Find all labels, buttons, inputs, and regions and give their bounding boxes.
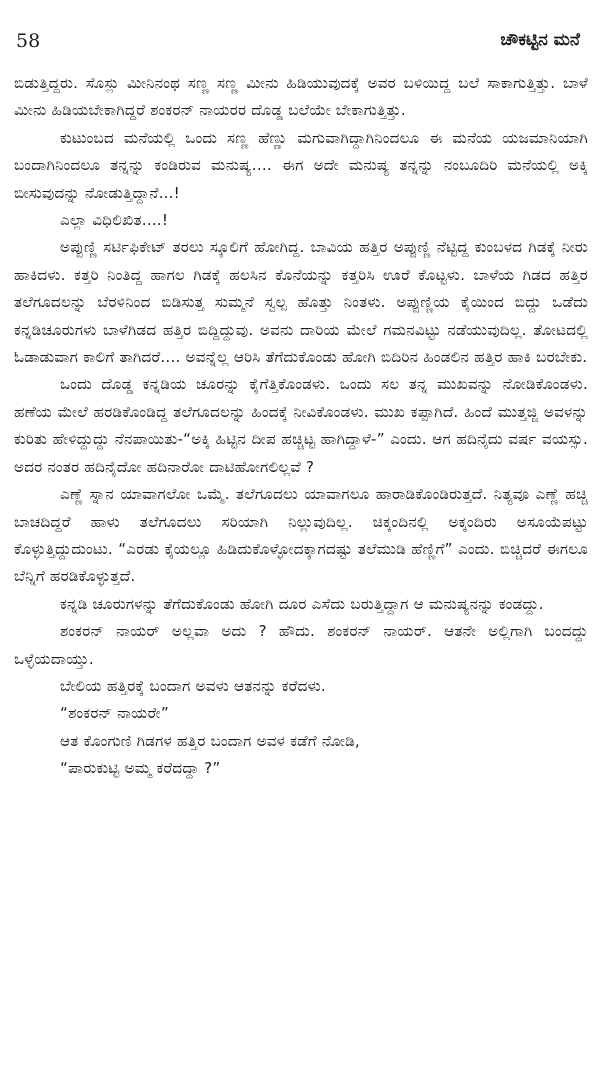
page-number: 58 [16, 30, 41, 52]
paragraph: ಶಂಕರನ್ ನಾಯರ್ ಅಲ್ಲವಾ ಅದು ? ಹೌದು. ಶಂಕರನ್ ನಾಯರ್. ಆತನೇ ಅಲ್ಲಿಗಾಗಿ ಬಂದದ್ದು ಒಳ್ಳೆಯದಾಯ್ತು. [14, 622, 588, 668]
paragraph: ಕನ್ನಡಿ ಚೂರುಗಳನ್ನು ತೆಗೆದುಕೊಂಡು ಹೋಗಿ ದೂರ ಎಸೆದು ಬರುತ್ತಿದ್ದಾಗ ಆ ಮನುಷ್ಯನನ್ನು ಕಂಡದ್ದು. [60, 594, 544, 613]
paragraph: ಅಪ್ಪುಣ್ಣಿ ಸರ್ಟಿಫಿಕೇಟ್ ತರಲು ಸ್ಕೂಲಿಗೆ ಹೋಗಿದ್ದ. ಬಾವಿಯ ಹತ್ತಿರ ಅಪ್ಪುಣ್ಣಿ ನೆಟ್ಟಿದ್ದ ಕುಂಬಳದ ಗಿಡಕ್ಕೆ ನೀರು ಹಾಕಿದಳು. ಕತ್ತರಿ ನಿಂತಿದ್ದ ಹಾಗಲ ಗಿಡಕ್ಕೆ ಹಲಸಿನ ಕೊನೆಯನ್ನು ಕತ್ತರಿಸಿ ಊರೆ ಕೊಟ್ಟಳು. ಬಾಳೆಯ ಗಿಡದ ಹತ್ತಿರ ತಲೆಗೂದಲನ್ನು ಬೆರಳಿನಿಂದ ಬಿಡಿಸುತ್ತ ಸುಮ್ಮನೆ ಸ್ವಲ್ಪ ಹೊತ್ತು ನಿಂತಳು. ಅಪ್ಪುಣ್ಣಿಯ ಕೈಯಿಂದ ಬಿದ್ದು ಒಡೆದು ಕನ್ನಡಿಚೂರುಗಳು ಬಾಳೆಗಿಡದ ಹತ್ತಿರ ಬಿದ್ದಿದ್ದುವು. ಅವನು ದಾರಿಯ ಮೇಲೆ ಗಮನವಿಟ್ಟು ನಡೆಯುವುದಿಲ್ಲ. ತೋಟದಲ್ಲಿ ಓಡಾಡುವಾಗ ಕಾಲಿಗೆ ತಾಗಿದರೆ.... ಅವನ್ನೆಲ್ಲ ಆರಿಸಿ ತೆಗೆದುಕೊಂಡು ಹೋಗಿ ಬಿದಿರಿನ ಹಿಂಡಲಿನ ಹತ್ತಿರ ಹಾಕಿ ಬರಬೇಕು. [14, 238, 588, 367]
body-text [14, 70, 588, 783]
page-header [14, 30, 588, 70]
paragraph: ಕುಟುಂಬದ ಮನೆಯಲ್ಲಿ ಒಂದು ಸಣ್ಣ ಹೆಣ್ಣು ಮಗುವಾಗಿದ್ದಾಗಿನಿಂದಲೂ ಈ ಮನೆಯ ಯಜಮಾನಿಯಾಗಿ ಬಂದಾಗಿನಿಂದಲೂ ತನ್ನನ್ನು ಕಂಡಿರುವ ಮನುಷ್ಯ.... ಈಗ ಅದೇ ಮನುಷ್ಯ ತನ್ನನ್ನು ನಂಬೂದಿರಿ ಮನೆಯಲ್ಲಿ ಅಕ್ಕಿ ಬೀಸುವುದನ್ನು ನೋಡುತ್ತಿದ್ದಾನೆ...! [14, 128, 588, 202]
dialogue-line: ಆತ ಕೊಂಗುಣಿ ಗಿಡಗಳ ಹತ್ತಿರ ಬಂದಾಗ ಅವಳ ಕಡೆಗೆ ನೋಡಿ, [60, 731, 360, 750]
paragraph: ಎಲ್ಲಾ ವಿಧಿಲಿಖಿತ....! [60, 211, 169, 230]
paragraph: ಒಂದು ದೊಡ್ಡ ಕನ್ನಡಿಯ ಚೂರನ್ನು ಕೈಗೆತ್ತಿಕೊಂಡಳು. ಒಂದು ಸಲ ತನ್ನ ಮುಖವನ್ನು ನೋಡಿಕೊಂಡಳು. ಹಣೆಯ ಮೇಲೆ ಹರಡಿಕೊಂಡಿದ್ದ ತಲೆಗೂದಲನ್ನು ಹಿಂದಕ್ಕೆ ನೀವಿಕೊಂಡಳು. ಮುಖ ಕಪ್ಪಾಗಿದೆ. ಹಿಂದೆ ಮುತ್ತಜ್ಜಿ ಅವಳನ್ನು ಕುರಿತು ಹೇಳಿದ್ದುದ್ದು ನೆನಪಾಯಿತು-“ಅಕ್ಕಿ ಹಿಟ್ಟಿನ ದೀಪ ಹಚ್ಚಿಟ್ಟ ಹಾಗಿದ್ದಾಳೆ-” ಎಂದು. ಆಗ ಹದಿನೈದು ವರ್ಷ ವಯಸ್ಸು. ಅದರ ನಂತರ ಹದಿನೈದೋ ಹದಿನಾರೋ ದಾಟಿಹೋಗಲಿಲ್ಲವೆ ? [14, 375, 588, 476]
dialogue-line: “ಪಾರುಕುಟ್ಟಿ ಅಮ್ಮ ಕರೆದದ್ದಾ ?” [60, 759, 221, 778]
dialogue-line: “ಶಂಕರನ್ ನಾಯರೇ” [60, 704, 169, 723]
paragraph: ಬಿಡುತ್ತಿದ್ದರು. ಸೊಸ್ಲು ಮೀನಿನಂಥ ಸಣ್ಣ ಸಣ್ಣ ಮೀನು ಹಿಡಿಯುವುದಕ್ಕೆ ಅವರ ಬಳಿಯಿದ್ದ ಬಲೆ ಸಾಕಾಗುತ್ತಿತ್ತು. ಬಾಳೆ ಮೀನು ಹಿಡಿಯಬೇಕಾಗಿದ್ದರೆ ಶಂಕರನ್ ನಾಯರರ ದೊಡ್ಡ ಬಲೆಯೇ ಬೇಕಾಗುತ್ತಿತ್ತು. [14, 74, 588, 120]
paragraph: ಎಣ್ಣೆ ಸ್ನಾನ ಯಾವಾಗಲೋ ಒಮ್ಮೆ. ತಲೆಗೂದಲು ಯಾವಾಗಲೂ ಹಾರಾಡಿಕೊಂಡಿರುತ್ತದೆ. ನಿತ್ಯವೂ ಎಣ್ಣೆ ಹಚ್ಚಿ ಬಾಚದಿದ್ದರೆ ಹಾಳು ತಲೆಗೂದಲು ಸರಿಯಾಗಿ ನಿಲ್ಲುವುದಿಲ್ಲ. ಚಿಕ್ಕಂದಿನಲ್ಲಿ ಅಕ್ಕಂದಿರು ಅಸೂಯೆಪಟ್ಟು ಕೊಳ್ಳುತ್ತಿದ್ದುದುಂಟು. “ಎರಡು ಕೈಯಲ್ಲೂ ಹಿಡಿದುಕೊಳ್ಳೋದಕ್ಕಾಗದಷ್ಟು ತಲೆಮುಡಿ ಹೆಣ್ಣಿಗೆ” ಎಂದು. ಬಿಚ್ಚಿದರೆ ಈಗಲೂ ಬೆನ್ನಿಗೆ ಹರಡಿಕೊಳ್ಳುತ್ತದೆ. [14, 485, 588, 586]
dialogue-line: ಬೇಲಿಯ ಹತ್ತಿರಕ್ಕೆ ಬಂದಾಗ ಅವಳು ಆತನನ್ನು ಕರೆದಳು. [60, 676, 326, 695]
running-title: ಚೌಕಟ್ಟಿನ ಮನೆ [500, 30, 580, 50]
